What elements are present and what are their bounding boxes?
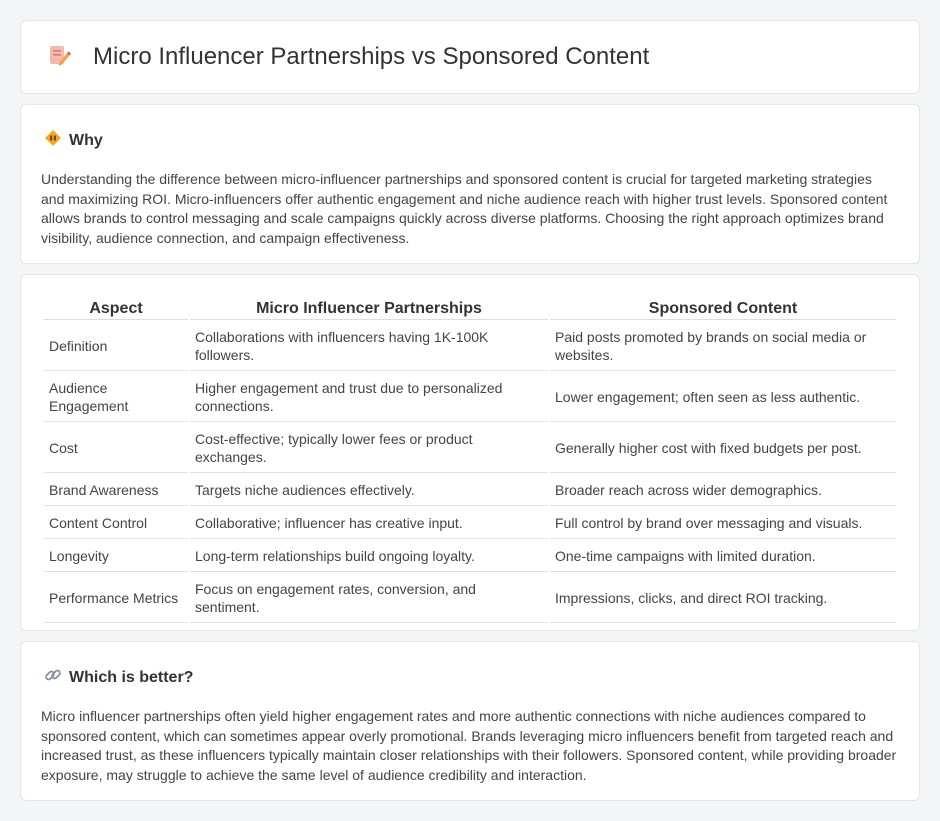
title-card — [20, 20, 920, 94]
table-row — [44, 373, 896, 422]
row-micro: Long-term relationships build ongoing loyalty. — [190, 541, 548, 572]
row-sponsored: Full control by brand over messaging and visuals. — [550, 508, 896, 539]
table-row — [44, 424, 896, 473]
row-aspect: Longevity — [44, 541, 188, 572]
row-micro: Collaborative; influencer has creative input. — [190, 508, 548, 539]
row-sponsored: Impressions, clicks, and direct ROI tracking. — [550, 574, 896, 623]
row-sponsored: Paid posts promoted by brands on social media or websites. — [550, 322, 896, 371]
row-micro: Higher engagement and trust due to personalized connections. — [190, 373, 548, 422]
row-sponsored: Generally higher cost with fixed budgets per post. — [550, 424, 896, 473]
link-icon — [44, 666, 62, 689]
header-aspect: Aspect — [44, 299, 188, 320]
why-text: Understanding the difference between micro-influencer partnerships and sponsored content is crucial for targeted marketing strategies and maximizing ROI. Micro-influencers offer authentic engagement and niche audience reach with higher trust levels. Sponsored content allows brands to control messaging and scale campaigns quickly across diverse platforms. Choosing the right approach optimizes brand visibility, audience connection, and campaign effectiveness. — [41, 171, 888, 246]
better-heading — [44, 666, 899, 689]
row-aspect: Cost — [44, 424, 188, 473]
row-aspect: Performance Metrics — [44, 574, 188, 623]
row-sponsored: One-time campaigns with limited duration. — [550, 541, 896, 572]
row-micro: Targets niche audiences effectively. — [190, 475, 548, 506]
row-sponsored: Broader reach across wider demographics. — [550, 475, 896, 506]
document-pen-icon — [47, 43, 71, 72]
why-section — [20, 104, 920, 264]
table-row — [44, 541, 896, 572]
row-micro: Collaborations with influencers having 1K-100K followers. — [190, 322, 548, 371]
table-header-row — [44, 299, 896, 320]
comparison-table — [42, 297, 898, 625]
row-aspect: Audience Engagement — [44, 373, 188, 422]
which-is-better-section — [20, 641, 920, 801]
table-row — [44, 322, 896, 371]
why-heading — [44, 129, 899, 152]
row-aspect: Content Control — [44, 508, 188, 539]
table-row — [44, 574, 896, 623]
better-heading-label: Which is better? — [69, 668, 194, 686]
row-micro: Cost-effective; typically lower fees or product exchanges. — [190, 424, 548, 473]
comparison-table-card — [20, 274, 920, 631]
header-sponsored: Sponsored Content — [550, 299, 896, 320]
diamond-warning-icon — [44, 129, 62, 152]
why-heading-label: Why — [69, 131, 103, 149]
better-text: Micro influencer partnerships often yield higher engagement rates and more authentic connections with niche audiences compared to sponsored content, which can sometimes appear overly promotional. Brands leveraging micro influencers benefit from targeted reach and increased trust, as these influencers typically maintain closer relationships with their followers. Sponsored content, while providing broader exposure, may struggle to achieve the same level of audience credibility and interaction. — [41, 708, 897, 783]
row-aspect: Definition — [44, 322, 188, 371]
row-sponsored: Lower engagement; often seen as less authentic. — [550, 373, 896, 422]
header-micro: Micro Influencer Partnerships — [190, 299, 548, 320]
row-aspect: Brand Awareness — [44, 475, 188, 506]
page-title: Micro Influencer Partnerships vs Sponsored Content — [93, 43, 650, 70]
table-row — [44, 508, 896, 539]
row-micro: Focus on engagement rates, conversion, and sentiment. — [190, 574, 548, 623]
table-row — [44, 475, 896, 506]
